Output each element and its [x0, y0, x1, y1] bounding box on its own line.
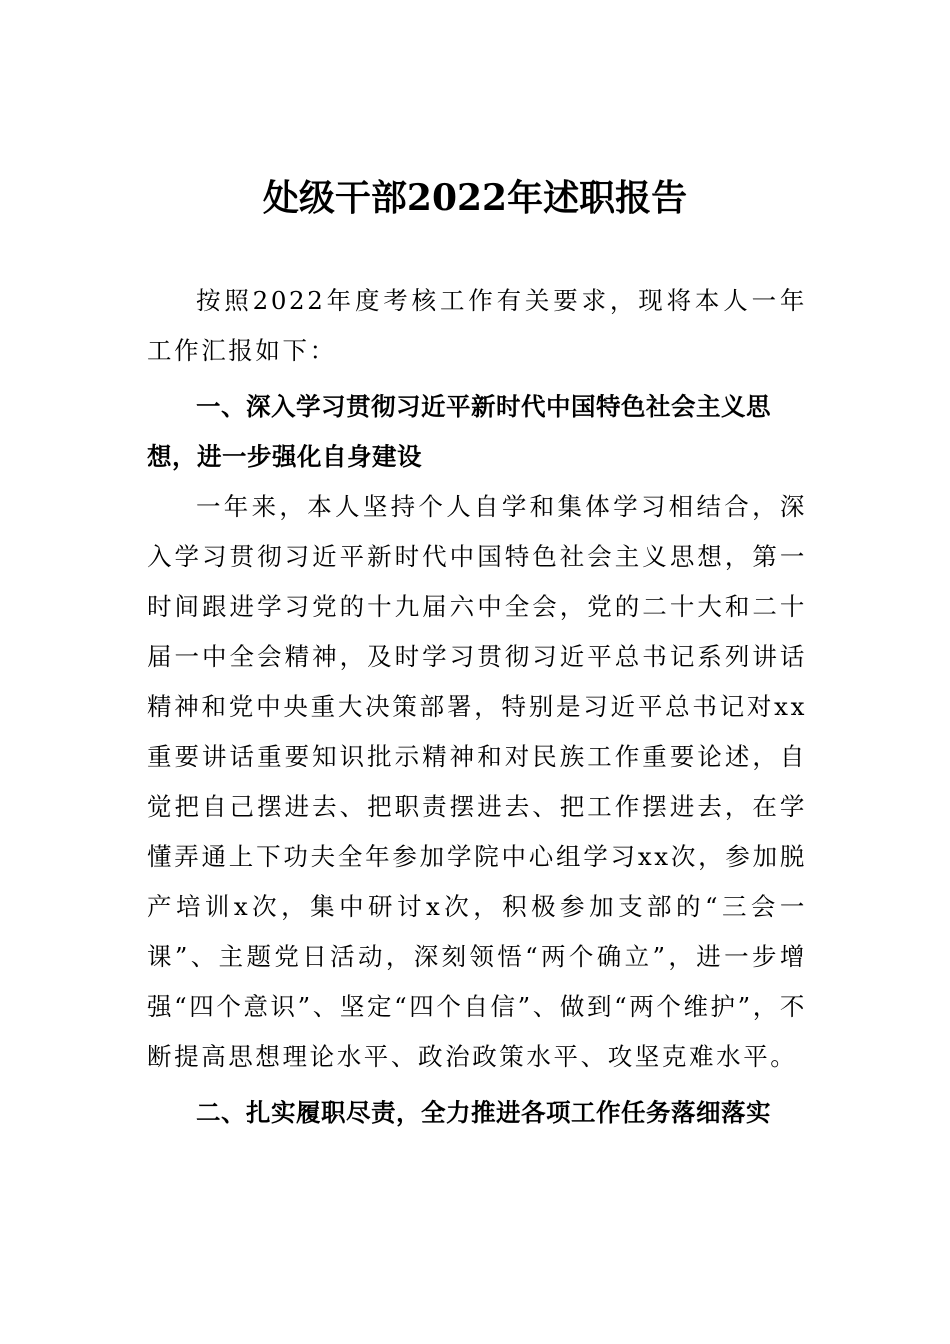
section-1-heading: 一、深入学习贯彻习近平新时代中国特色社会主义思想，进一步强化自身建设 — [147, 392, 771, 471]
section-2-heading: 二、扎实履职尽责，全力推进各项工作任务落细落实 — [196, 1098, 771, 1127]
intro-paragraph: 按照2022年度考核工作有关要求，现将本人一年工作汇报如下： — [147, 286, 807, 365]
document-title: 处级干部2022年述职报告 — [262, 177, 688, 219]
document-body — [147, 276, 807, 1138]
section-1-paragraph: 一年来，本人坚持个人自学和集体学习相结合，深入学习贯彻习近平新时代中国特色社会主义思想，第一时间跟进学习党的十九届六中全会，党的二十大和二十届一中全会精神，及时学习贯彻习近平总书记系列讲话精神和党中央重大决策部署，特别是习近平总书记对xx重要讲话重要知识批示精神和对民族工作重要论述，自觉把自己摆进去、把职责摆进去、把工作摆进去，在学懂弄通上下功夫全年参加学院中心组学习xx次，参加脱产培训x次，集中研讨x次，积极参加支部的“三会一课”、主题党日活动，深刻领悟“两个确立”，进一步增强“四个意识”、坚定“四个自信”、做到“两个维护”，不断提高思想理论水平、政治政策水平、攻坚克难水平。 — [147, 492, 807, 1071]
